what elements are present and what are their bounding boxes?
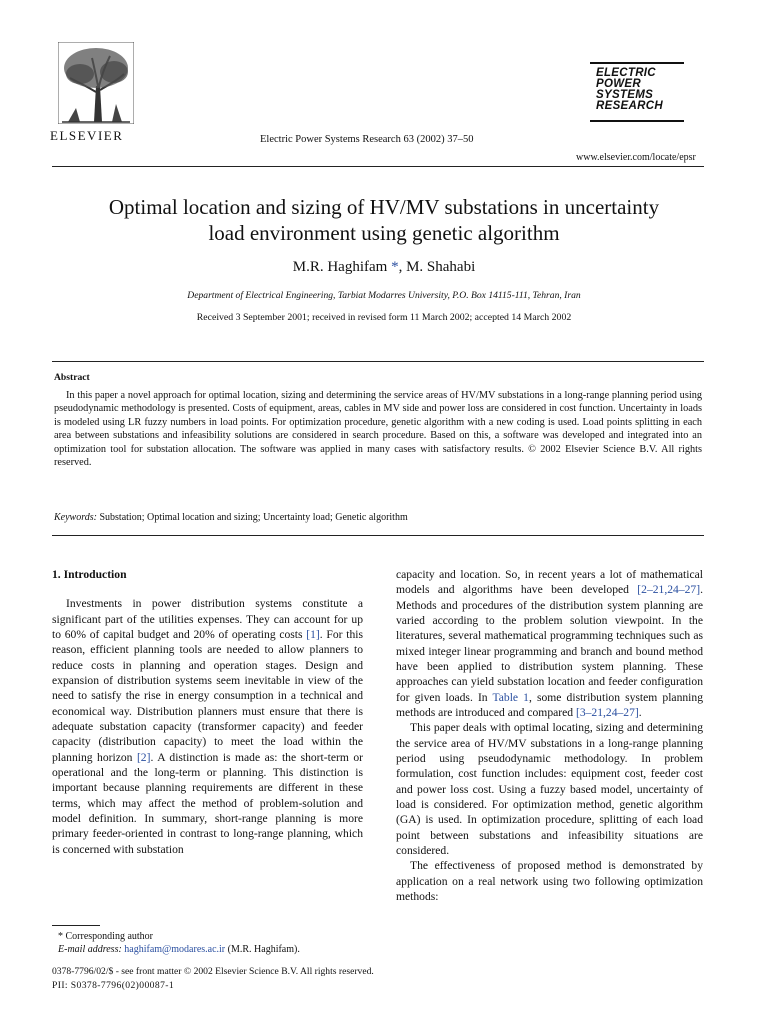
keywords xyxy=(54,512,702,523)
publisher-name: ELSEVIER xyxy=(50,128,124,143)
citation-link[interactable]: [2] xyxy=(136,750,151,764)
email-line: E-mail address: haghifam@modares.ac.ir (M.R. Haghifam). xyxy=(58,944,300,955)
abstract-divider xyxy=(52,361,704,362)
journal-url[interactable]: www.elsevier.com/locate/epsr xyxy=(576,152,696,163)
body-paragraph: The effectiveness of proposed method is demonstrated by application on a real network using two following optimization methods: xyxy=(396,859,703,903)
section-heading: 1. Introduction xyxy=(52,568,127,581)
abstract-heading: Abstract xyxy=(54,372,90,383)
keywords-label: Keywords: xyxy=(54,512,97,523)
footnote xyxy=(58,930,300,956)
journal-reference: Electric Power Systems Research 63 (2002) 37–50 xyxy=(260,134,474,145)
email-link[interactable]: haghifam@modares.ac.ir xyxy=(124,944,226,955)
keywords-list: Substation; Optimal location and sizing; Uncertainty load; Genetic algorithm xyxy=(99,512,408,523)
citation-link[interactable]: [1] xyxy=(306,627,320,641)
journal-logo xyxy=(590,62,684,132)
left-column xyxy=(52,567,363,857)
citation-link[interactable]: [3–21,24–27] xyxy=(575,705,639,719)
copyright-line: 0378-7796/02/$ - see front matter © 2002 Elsevier Science B.V. All rights reserved. xyxy=(52,966,374,977)
tree-emblem-icon xyxy=(58,42,134,124)
author-name: M. Shahabi xyxy=(406,259,476,275)
publisher-logo xyxy=(48,42,144,146)
body-paragraph: This paper deals with optimal locating, sizing and determining the service area of HV/MV substations in a long-range planning period using pseudodynamic methodology. In problem formulation, cost function includes: equipment cost, feeder cost and power loss cost. Using a fuzzy based model, uncertainty of load is considered. For optimization method, genetic algorithm (GA) is used. In optimization procedure, splitting of each load point between substations and infeasibility situations are considered. xyxy=(396,721,703,857)
footnote-divider xyxy=(52,925,100,926)
affiliation: Department of Electrical Engineering, Tarbiat Modarres University, P.O. Box 14115-111, Tehran, Iran xyxy=(187,290,581,301)
corresponding-author-note: * Corresponding author xyxy=(58,931,153,942)
table-link[interactable]: Table 1 xyxy=(492,690,529,704)
right-column xyxy=(396,567,703,904)
citation-link[interactable]: [2–21,24–27] xyxy=(637,583,701,597)
body-paragraph: Investments in power distribution systems constitute a significant part of the utilities expenses. They can account for up to 60% of capital budget and 20% of operating costs [1]. For this reason, efficient planning tools are needed to allow planners to reduce costs in planning and operation stages. Design and expansion of distribution systems seem inevitable in view of the need to satisfy the rise in energy consumption in a technical and economical way. Distribution planners must ensure that there is adequate substation capacity (transformer capacity) and feeder capacity (distribution capacity) to meet the load within the planning horizon [2]. A distinction is made as: the short-term or operational and the long-term or planning. This distinction is important because planning requirements are different in these terms, which may affect the method of problem-solution and model definition. In summary, short-range planning is more primary feeder-oriented in contrast to long-range planning, which is concerned with substation xyxy=(52,597,364,856)
author-list: M.R. Haghifam *, M. Shahabi xyxy=(292,259,476,275)
header-divider xyxy=(52,166,704,167)
journal-wordmark: ELECTRIC POWER SYSTEMS RESEARCH xyxy=(596,67,663,112)
pii-identifier: PII: S0378-7796(02)00087-1 xyxy=(52,980,175,991)
body-divider xyxy=(52,535,704,536)
abstract-text: In this paper a novel approach for optimal location, sizing and determining the service areas of HV/MV substations in a long-range planning period using pseudodynamic methodology is presented. Costs of equipment, areas, cables in MV side and power loss are considered in cost function. Uncertainty in loads is modeled using LR fuzzy numbers in load points. For optimization procedure, genetic algorithm with a new coding is used. Load points splitting in each area between substations and infeasibility solutions are considered in search procedure. Based on this, a software was developed and integrated into an optimization tool for substation allocation. The software was applied in many cases with satisfactory results. © 2002 Elsevier Science B.V. All rights reserved. xyxy=(54,390,702,469)
body-paragraph: capacity and location. So, in recent years a lot of mathematical models and algorithms have been developed [2–21,24–27]. Methods and procedures of the distribution system planning are varied according to the problem solution viewpoint. In the literatures, several mathematical programming techniques such as mixed integer linear programming and branch and bound method have been applied to distribution system planning. These approaches can yield substation location and feeder configuration for given loads. In Table 1, some distribution system planning methods are introduced and compared [3–21,24–27]. xyxy=(396,568,703,719)
paper-title: Optimal location and sizing of HV/MV substations in uncertainty load environment using genetic algorithm xyxy=(108,195,660,245)
corresponding-author-marker[interactable]: * xyxy=(391,259,399,275)
received-dates: Received 3 September 2001; received in revised form 11 March 2002; accepted 14 March 2002 xyxy=(196,312,572,323)
author-name: M.R. Haghifam xyxy=(292,259,388,275)
